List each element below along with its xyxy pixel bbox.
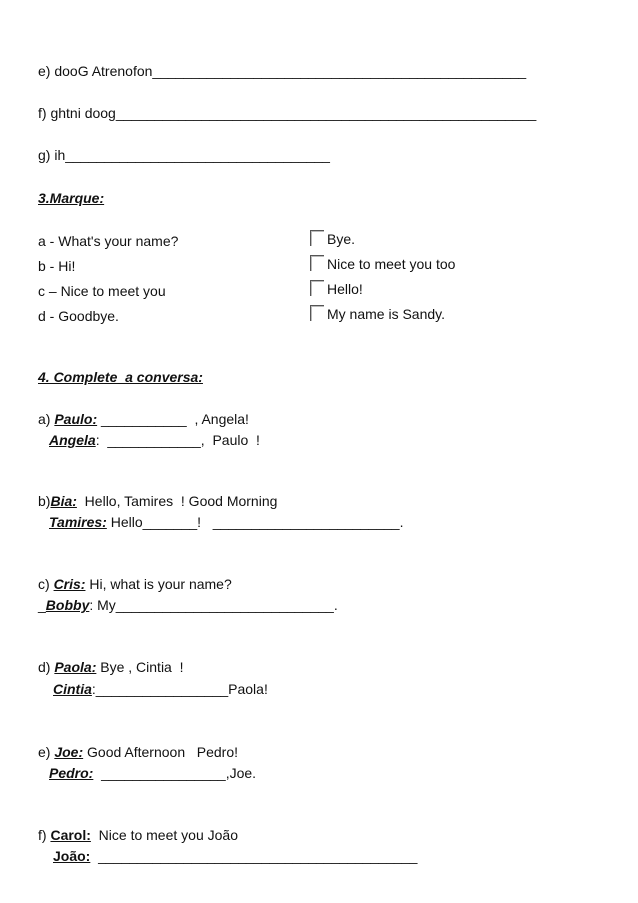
dialogue-a-line-2: Angela: ____________, Paulo ! bbox=[49, 432, 260, 448]
unscramble-g: g) ih__________________________________ bbox=[38, 147, 330, 163]
dialogue-d-line-2: Cintia:_________________Paola! bbox=[53, 681, 268, 697]
match-right-label: Hello! bbox=[327, 281, 363, 297]
dialogue-e-line-2: Pedro: ________________,Joe. bbox=[49, 765, 257, 781]
match-right-label: Bye. bbox=[327, 231, 356, 247]
match-right-label: My name is Sandy. bbox=[327, 306, 446, 322]
checkbox-icon[interactable] bbox=[310, 255, 324, 271]
checkbox-icon[interactable] bbox=[310, 280, 324, 296]
match-right-label: Nice to meet you too bbox=[327, 256, 456, 272]
speaker-name: Paulo: bbox=[54, 411, 98, 427]
exercise-3-title: 3.Marque: bbox=[38, 190, 105, 206]
speaker-name: Carol: bbox=[50, 827, 91, 843]
exercise-4-title: 4. Complete a conversa: bbox=[38, 369, 203, 385]
speaker-name: Paola: bbox=[54, 659, 97, 675]
speaker-name: Cris: bbox=[53, 576, 86, 592]
speaker-name: Cintia bbox=[53, 681, 92, 697]
speaker-name: Angela bbox=[49, 432, 96, 448]
dialogue-c-line-2: _Bobby: My____________________________. bbox=[38, 597, 338, 613]
match-left-d: d - Goodbye. bbox=[38, 308, 119, 324]
match-right-4[interactable] bbox=[310, 305, 445, 323]
dialogue-c-line-1: c) Cris: Hi, what is your name? bbox=[38, 576, 232, 592]
speaker-name: Tamires: bbox=[49, 514, 107, 530]
match-left-b: b - Hi! bbox=[38, 258, 76, 274]
dialogue-b-line-2: Tamires: Hello_______! ________________________. bbox=[49, 514, 404, 530]
speaker-name: Bia: bbox=[50, 493, 77, 509]
match-left-c: c – Nice to meet you bbox=[38, 283, 166, 299]
dialogue-e-line-1: e) Joe: Good Afternoon Pedro! bbox=[38, 744, 239, 760]
match-right-2[interactable] bbox=[310, 255, 455, 273]
unscramble-f: f) ghtni doog______________________________________________________ bbox=[38, 105, 537, 121]
dialogue-d-line-1: d) Paola: Bye , Cintia ! bbox=[38, 659, 184, 675]
unscramble-e: e) dooG Atrenofon________________________________________________ bbox=[38, 63, 527, 79]
dialogue-a-line-1: a) Paulo: ___________ , Angela! bbox=[38, 411, 249, 427]
match-right-1[interactable] bbox=[310, 230, 355, 248]
dialogue-f-line-2: João: _________________________________________ bbox=[53, 848, 418, 864]
speaker-name: Joe: bbox=[54, 744, 84, 760]
checkbox-icon[interactable] bbox=[310, 230, 324, 246]
speaker-name: Bobby bbox=[45, 597, 90, 613]
speaker-name: João: bbox=[53, 848, 91, 864]
dialogue-b-line-1: b)Bia: Hello, Tamires ! Good Morning bbox=[38, 493, 278, 509]
dialogue-f-line-1: f) Carol: Nice to meet you João bbox=[38, 827, 238, 843]
checkbox-icon[interactable] bbox=[310, 305, 324, 321]
speaker-name: Pedro: bbox=[49, 765, 94, 781]
match-right-3[interactable] bbox=[310, 280, 363, 298]
match-left-a: a - What's your name? bbox=[38, 233, 179, 249]
